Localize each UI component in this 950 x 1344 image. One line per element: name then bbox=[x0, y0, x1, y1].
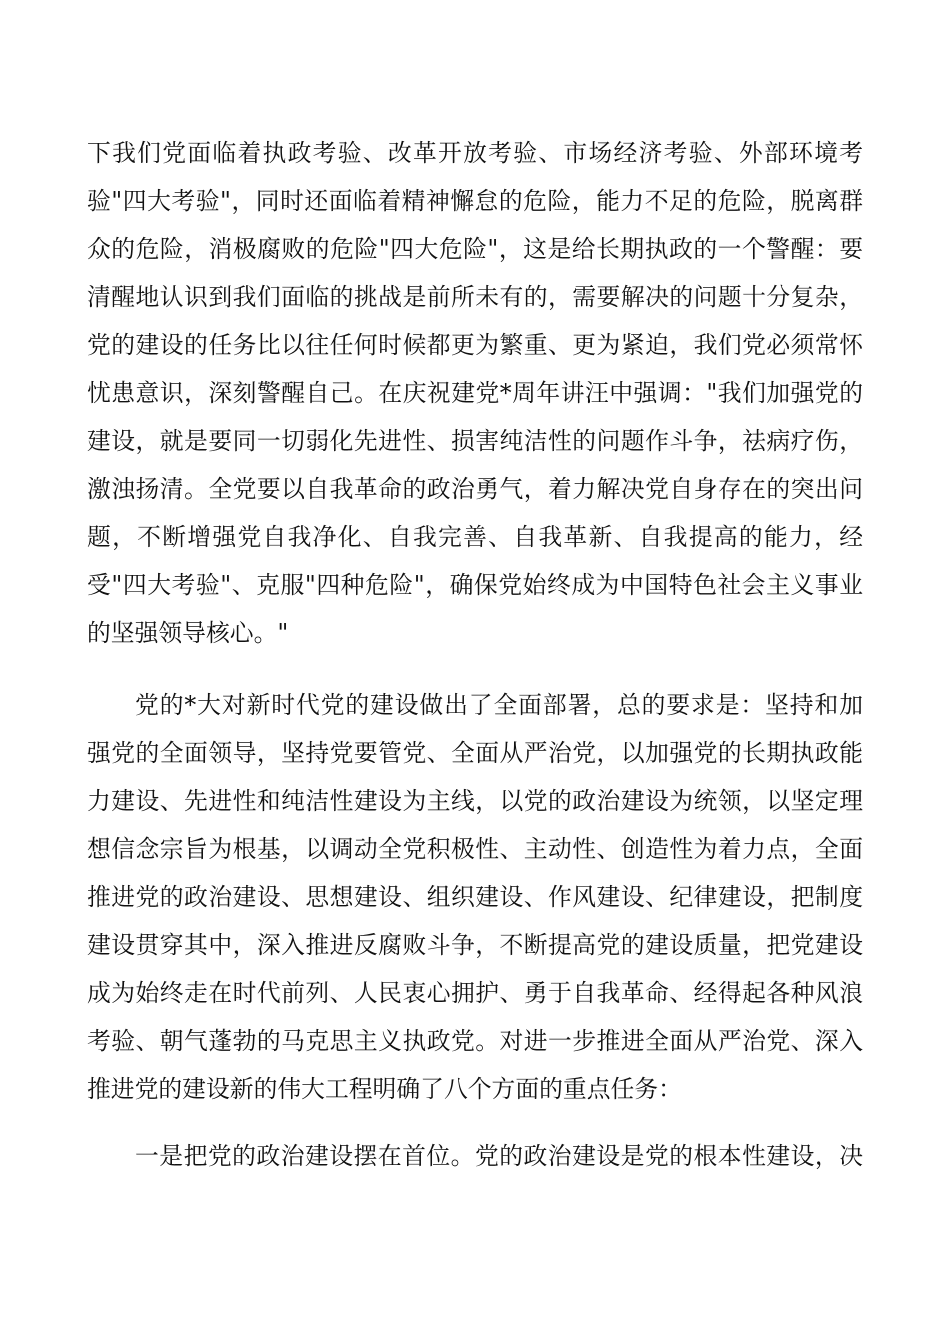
text-line: 验"四大考验"，同时还面临着精神懈怠的危险，能力不足的危险，脱离群 bbox=[87, 187, 863, 215]
text-line: 建设，就是要同一切弱化先进性、损害纯洁性的问题作斗争，祛病疗伤， bbox=[87, 427, 863, 455]
text-line: 推进党的建设新的伟大工程明确了八个方面的重点任务： bbox=[87, 1075, 682, 1103]
text-line: 想信念宗旨为根基，以调动全党积极性、主动性、创造性为着力点，全面 bbox=[87, 835, 863, 863]
text-line: 受"四大考验"、克服"四种危险"，确保党始终成为中国特色社会主义事业 bbox=[87, 571, 863, 599]
text-line: 激浊扬清。全党要以自我革命的政治勇气，着力解决党自身存在的突出问 bbox=[87, 475, 863, 503]
text-line: 下我们党面临着执政考验、改革开放考验、市场经济考验、外部环境考 bbox=[87, 139, 863, 167]
text-line: 题，不断增强党自我净化、自我完善、自我革新、自我提高的能力，经 bbox=[87, 523, 863, 551]
text-line: 清醒地认识到我们面临的挑战是前所未有的，需要解决的问题十分复杂， bbox=[87, 283, 863, 311]
text-line: 成为始终走在时代前列、人民衷心拥护、勇于自我革命、经得起各种风浪 bbox=[87, 979, 863, 1007]
paragraph-first-line: 一是把党的政治建设摆在首位。党的政治建设是党的根本性建设，决 bbox=[135, 1142, 863, 1170]
text-line: 众的危险，消极腐败的危险"四大危险"，这是给长期执政的一个警醒：要 bbox=[87, 235, 863, 263]
text-line: 推进党的政治建设、思想建设、组织建设、作风建设、纪律建设，把制度 bbox=[87, 883, 863, 911]
text-line: 考验、朝气蓬勃的马克思主义执政党。对进一步推进全面从严治党、深入 bbox=[87, 1027, 863, 1055]
text-line: 建设贯穿其中，深入推进反腐败斗争，不断提高党的建设质量，把党建设 bbox=[87, 931, 863, 959]
text-line: 忧患意识，深刻警醒自己。在庆祝建党*周年讲汪中强调："我们加强党的 bbox=[87, 379, 863, 407]
paragraph-first-line: 党的*大对新时代党的建设做出了全面部署，总的要求是：坚持和加 bbox=[135, 691, 863, 719]
text-line: 党的建设的任务比以往任何时候都更为繁重、更为紧迫，我们党必须常怀 bbox=[87, 331, 863, 359]
text-line: 的坚强领导核心。" bbox=[87, 619, 289, 647]
text-line: 强党的全面领导，坚持党要管党、全面从严治党，以加强党的长期执政能 bbox=[87, 739, 863, 767]
text-line: 力建设、先进性和纯洁性建设为主线，以党的政治建设为统领，以坚定理 bbox=[87, 787, 863, 815]
